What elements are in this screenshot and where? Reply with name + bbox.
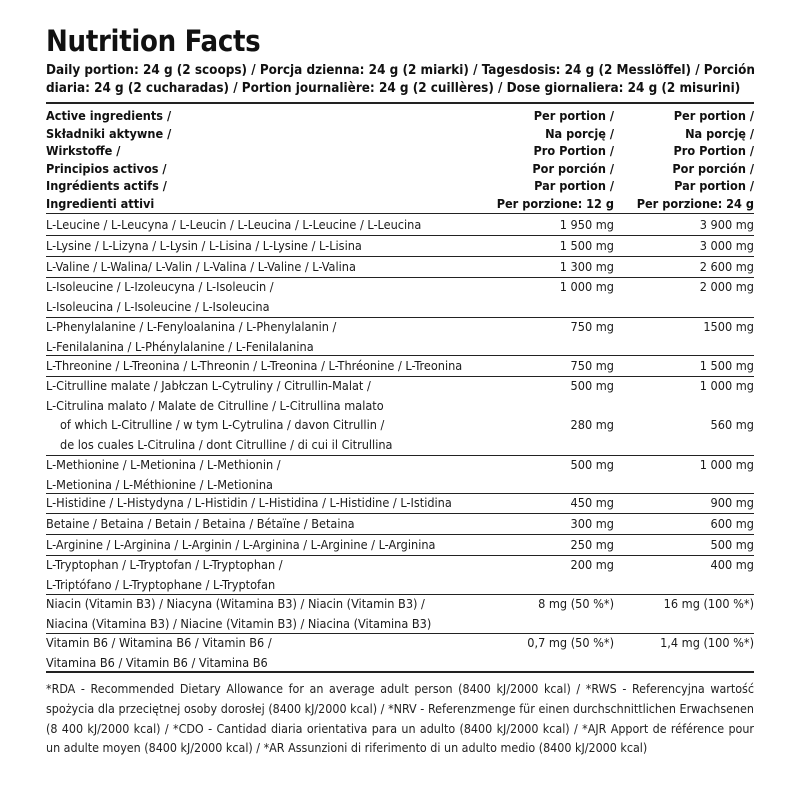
ingredient-name-line: Betaine / Betaina / Betain / Betaina / Bétaïne / Betaina [46,516,355,531]
ingredient-name-line: L-Isoleucine / L-Izoleucyna / L-Isoleucin / [46,279,274,294]
ingredient-name-line: Vitamina B6 / Vitamin B6 / Vitamina B6 [46,654,268,670]
row-divider [46,213,754,214]
ingredient-name-line: L-Histidine / L-Histydyna / L-Histidin / L-Histidina / L-Histidine / L-Istidina [46,495,452,510]
value-per-12g: 750 mg [570,319,614,334]
ingredient-name-line: L-Metionina / L-Méthionine / L-Metionina [46,476,273,492]
value-per-24g: 1,4 mg (100 %*) [660,635,754,650]
value-per-12g: 300 mg [570,516,614,531]
header-ingredients-line: Ingrédients actifs / [46,178,167,194]
value-per-24g: 560 mg [710,417,754,432]
value-per-12g: 1 300 mg [559,259,614,274]
header-per-24g-line: Por porción / [672,160,754,176]
value-per-12g: 250 mg [570,537,614,552]
value-per-12g: 1 950 mg [559,217,614,232]
header-ingredients-line: Ingredienti attivi [46,195,155,211]
ingredient-name-line: L-Valine / L-Walina/ L-Valin / L-Valina / L-Valine / L-Valina [46,259,356,274]
header-per-12g-line: Na porcję / [545,125,614,141]
value-per-24g: 2 600 mg [699,259,754,274]
value-per-24g: 3 900 mg [699,217,754,232]
ingredient-name [46,356,462,376]
ingredient-name-line: L-Triptófano / L-Tryptophane / L-Tryptofan [46,576,276,592]
ingredient-name [46,535,435,555]
ingredient-name [46,277,274,316]
ingredient-name [46,594,431,633]
header-ingredients [46,107,171,213]
ingredient-name-line: L-Lysine / L-Lizyna / L-Lysin / L-Lisina / L-Lysine / L-Lisina [46,238,362,253]
value-per-24g: 400 mg [710,557,754,572]
ingredient-name-line: L-Fenilalanina / L-Phénylalanine / L-Fenilalanina [46,338,314,354]
value-per-24g: 3 000 mg [699,238,754,253]
header-ingredients-line: Wirkstoffe / [46,143,121,159]
ingredient-name-line: of which L-Citrulline / w tym L-Cytrulina / davon Citrullin / [60,417,385,432]
nutrition-facts-title: Nutrition Facts [46,24,261,58]
ingredient-name [46,555,283,594]
ingredient-name [46,493,452,513]
daily-portion-line: diaria: 24 g (2 cucharadas) / Portion journalière: 24 g (2 cuillères) / Dose giornaliera: 24 g (2 misurini) [46,81,741,96]
header-per-24g-line: Per porzione: 24 g [636,195,754,211]
value-per-24g: 1500 mg [703,319,754,334]
header-per-12g-line: Par portion / [534,178,614,194]
header-per-12g-line: Por porción / [532,160,614,176]
ingredient-name-line: L-Phenylalanine / L-Fenyloalanina / L-Phenylalanin / [46,319,337,334]
table-bottom-divider [46,671,754,673]
header-per-12g [440,107,614,213]
ingredient-name-line: L-Threonine / L-Treonina / L-Threonin / L-Treonina / L-Thréonine / L-Treonina [46,358,463,373]
ingredient-name-line: L-Citrulina malato / Malate de Citrulline / L-Citrullina malato [46,397,384,413]
header-per-24g-line: Par portion / [674,178,754,194]
header-per-24g-line: Per portion / [673,108,754,123]
value-per-12g: 750 mg [570,358,614,373]
ingredient-name [46,633,272,672]
value-per-12g: 500 mg [570,378,614,393]
header-per-12g-line: Per portion / [533,108,614,123]
ingredient-name [46,514,355,534]
ingredient-name-line: L-Isoleucina / L-Isoleucine / L-Isoleucina [46,298,270,314]
value-per-12g: 8 mg (50 %*) [538,596,614,611]
daily-portion-text [46,62,756,98]
value-per-12g: 500 mg [570,457,614,472]
value-per-24g: 1 000 mg [699,378,754,393]
value-per-12g: 280 mg [570,417,614,432]
value-per-12g: 1 500 mg [559,238,614,253]
ingredient-name-line: L-Leucine / L-Leucyna / L-Leucin / L-Leucina / L-Leucine / L-Leucina [46,217,422,232]
value-per-24g: 500 mg [710,537,754,552]
value-per-24g: 1 500 mg [699,358,754,373]
header-per-12g-line: Pro Portion / [533,143,614,159]
header-per-12g-line: Per porzione: 12 g [496,195,614,211]
value-per-24g: 1 000 mg [699,457,754,472]
ingredient-name [46,455,281,494]
ingredient-name [46,317,336,356]
ingredient-name [46,215,421,235]
ingredient-name-line: Niacin (Vitamin B3) / Niacyna (Witamina B3) / Niacin (Vitamin B3) / [46,596,425,611]
value-per-24g: 900 mg [710,495,754,510]
ingredient-name [46,257,356,277]
daily-portion-line: Daily portion: 24 g (2 scoops) / Porcja dzienna: 24 g (2 miarki) / Tagesdosis: 24 g (2 Messlöffel) / Porción [46,63,755,78]
header-per-24g-line: Na porcję / [685,125,754,141]
ingredient-name-line: L-Tryptophan / L-Tryptofan / L-Tryptophan / [46,557,283,572]
value-per-24g: 2 000 mg [699,279,754,294]
ingredient-name-line: de los cuales L-Citrulina / dont Citrulline / di cui il Citrullina [60,436,393,452]
ingredient-name-line: L-Methionine / L-Metionina / L-Methionin / [46,457,281,472]
value-per-12g: 0,7 mg (50 %*) [527,635,614,650]
ingredient-name-line: Niacina (Vitamina B3) / Niacine (Vitamin B3) / Niacina (Vitamina B3) [46,615,432,631]
ingredient-name-line: L-Citrulline malate / Jabłczan L-Cytruliny / Citrullin-Malat / [46,378,371,393]
header-ingredients-line: Składniki aktywne / [46,125,172,141]
value-per-12g: 200 mg [570,557,614,572]
ingredient-name [46,376,384,415]
header-divider [46,102,754,104]
value-per-12g: 1 000 mg [559,279,614,294]
value-per-24g: 600 mg [710,516,754,531]
header-ingredients-line: Active ingredients / [46,108,172,123]
value-per-24g: 16 mg (100 %*) [663,596,754,611]
ingredient-name [46,236,362,256]
header-per-24g-line: Pro Portion / [673,143,754,159]
rda-footnote: *RDA - Recommended Dietary Allowance for an average adult person (8400 kJ/2000 kcal) / *RWS - Referencyjna wartość spożycia dla przeciętnej osoby dorosłej (8400 kJ/2000 kcal) / *NRV - Referenzmenge für einen durchschnittlichen Erwachsenen (8 400 kJ/2000 kcal) / *CDO - Cantidad diaria orientativa para un adulto (8400 kJ/2000 kcal) / *AJR Apport de référence pour un adulte moyen (8400 kJ/2000 kcal) / *AR Assunzioni di riferimento di un adulto medio (8400 kJ/2000 kcal) [46,681,754,756]
ingredient-name-line: L-Arginine / L-Arginina / L-Arginin / L-Arginina / L-Arginine / L-Arginina [46,537,436,552]
value-per-12g: 450 mg [570,495,614,510]
ingredient-name-line: Vitamin B6 / Witamina B6 / Vitamin B6 / [46,635,272,650]
ingredient-name [60,415,392,454]
header-per-24g [600,107,754,213]
header-ingredients-line: Principios activos / [46,160,167,176]
